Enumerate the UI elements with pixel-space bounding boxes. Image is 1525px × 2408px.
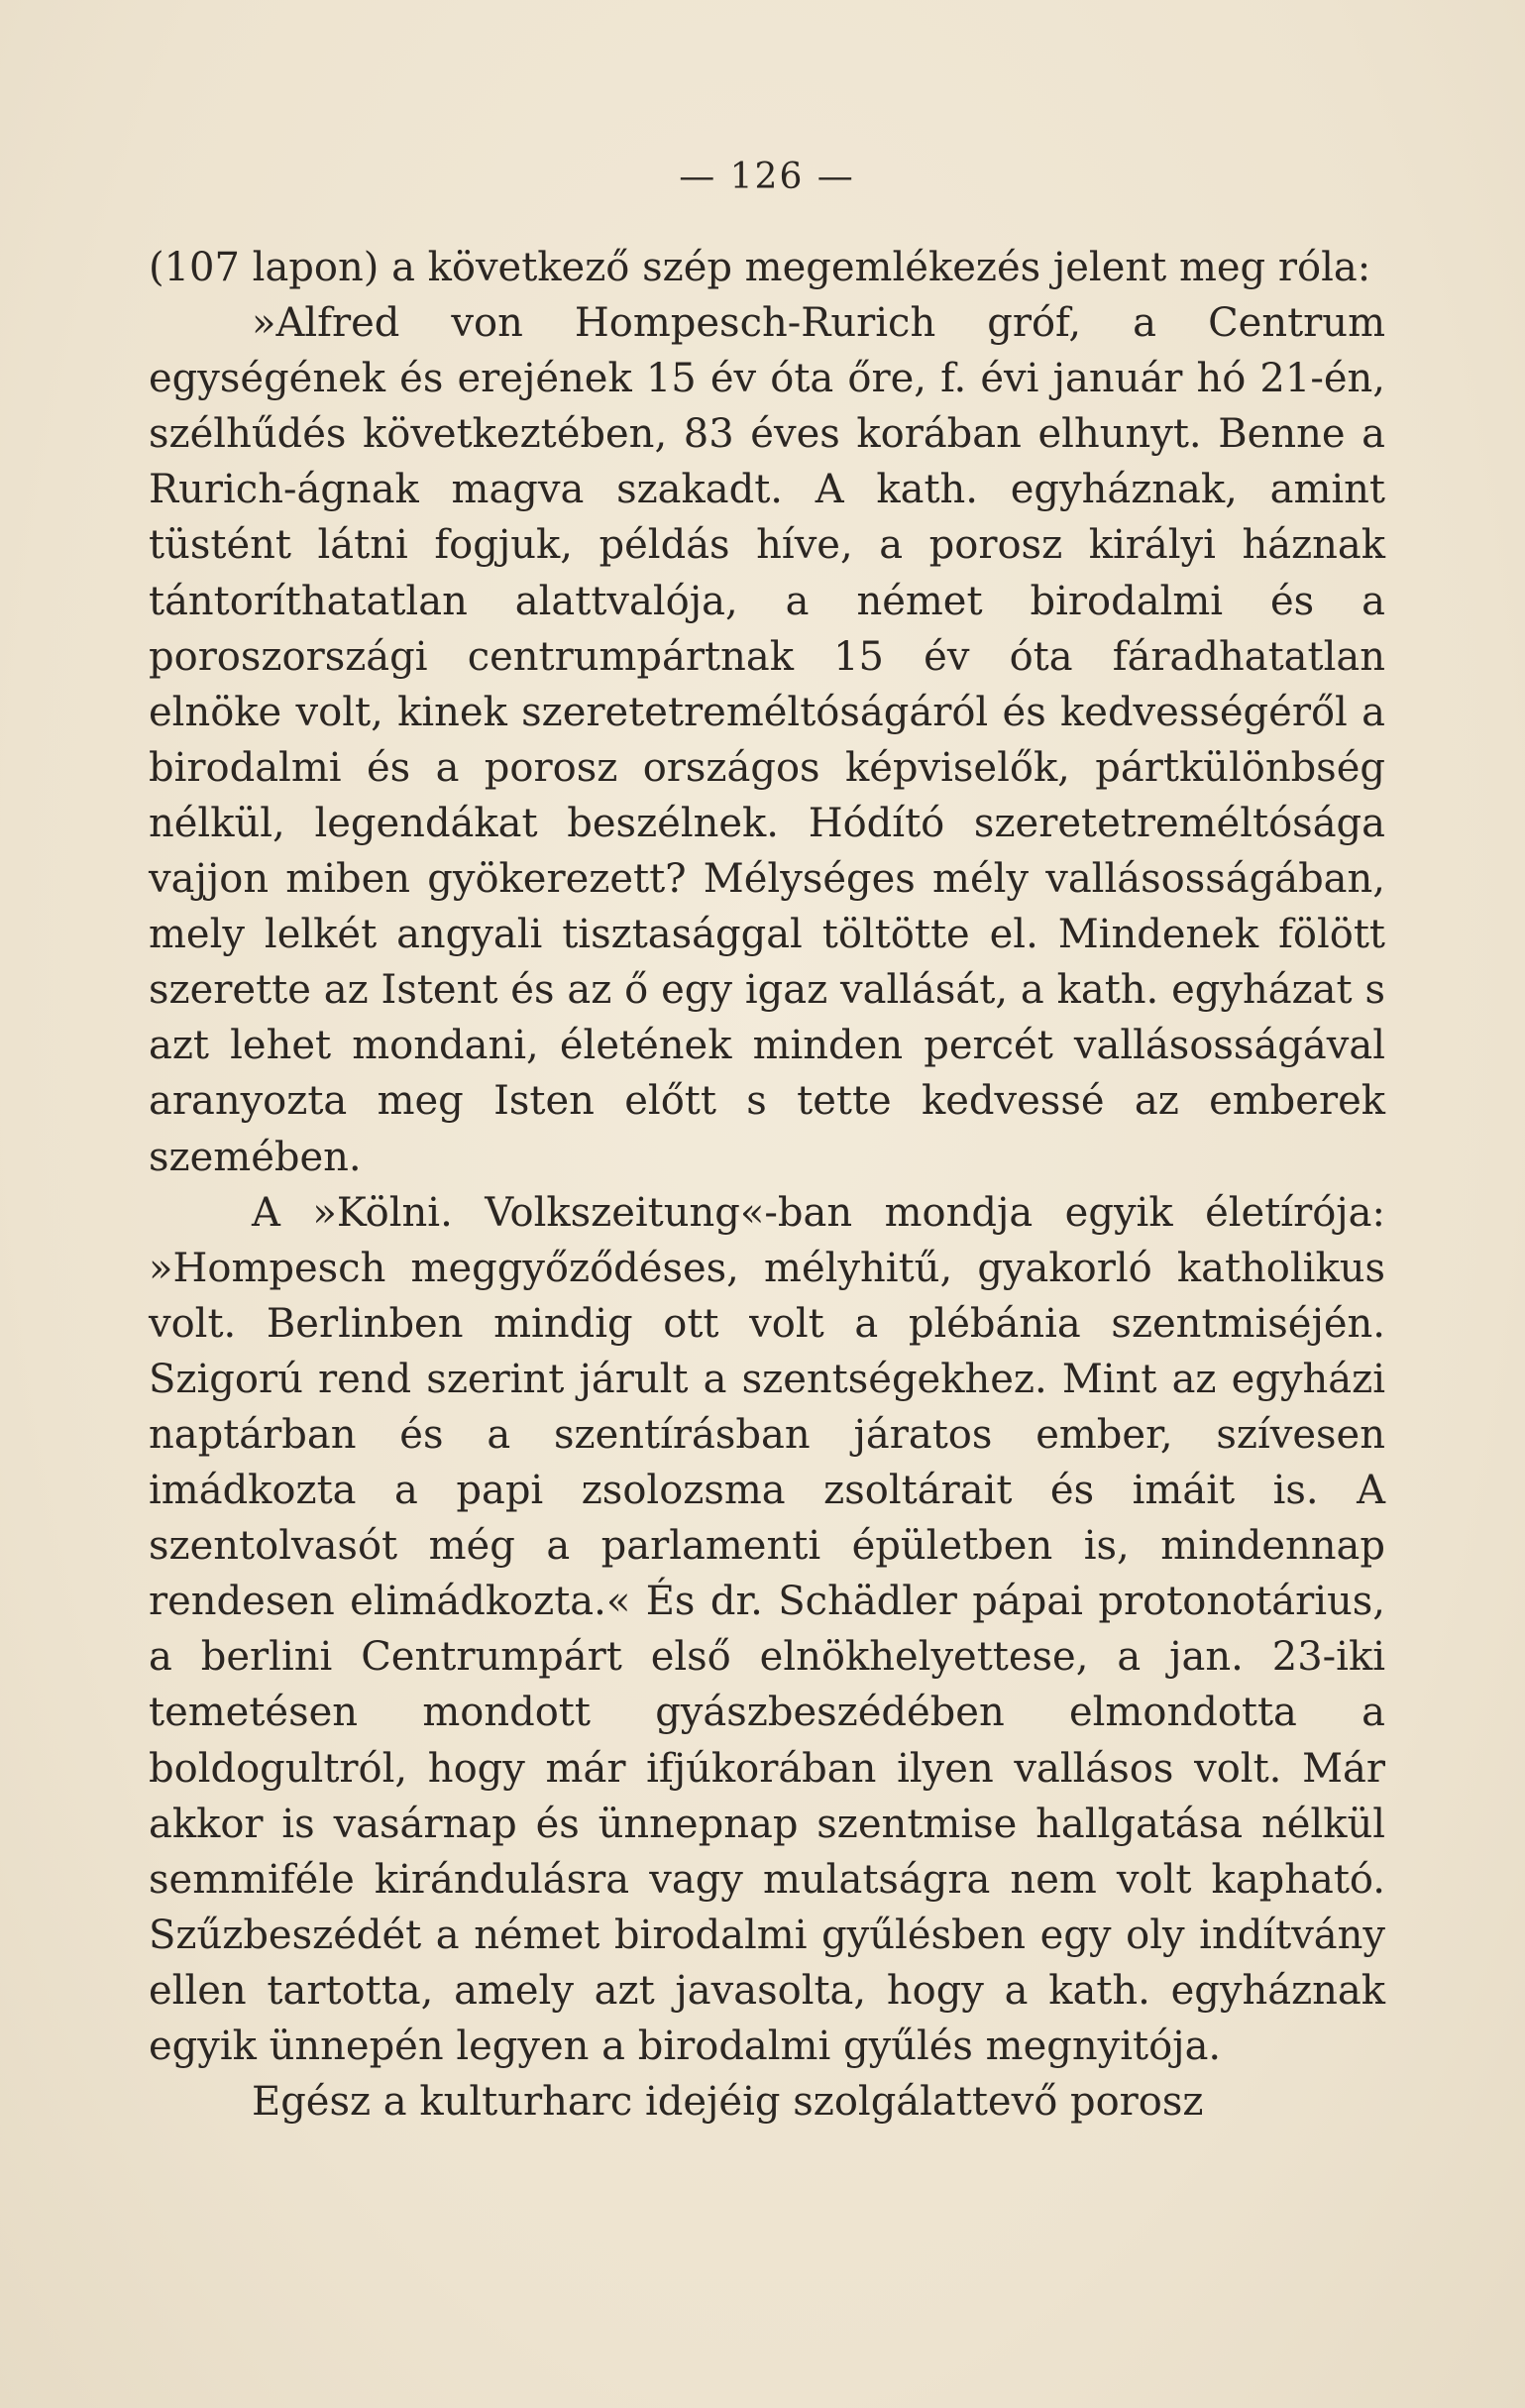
- book-page: [149, 129, 1385, 2368]
- page-number: — 126 —: [679, 157, 855, 197]
- paragraph-1: (107 lapon) a következő szép megemlékezés jelent meg róla:: [149, 245, 1371, 290]
- paragraph-2: »Alfred von Hompesch-Rurich gróf, a Centrum egységének és erejének 15 év óta őre, f. évi január hó 21-én, szélhűdés következtében, 83 éves korában elhunyt. Benne a Rurich-ágnak magva szakadt. A kath. egyháznak, amint tüstént látni fogjuk, példás híve, a porosz királyi háznak tántoríthatatlan alattvalója, a német birodalmi és a poroszországi centrumpártnak 15 év óta fáradhatatlan elnöke volt, kinek szeretetreméltóságáról és kedvességéről a birodalmi és a porosz országos képviselők, pártkülönbség nélkül, legendákat beszélnek. Hódító szeretetreméltósága vajjon miben gyökerezett? Mélységes mély vallásosságában, mely lelkét angyali tisztasággal töltötte el. Mindenek fölött szerette az Istent és az ő egy igaz vallását, a kath. egyházat s azt lehet mondani, életének minden percét vallásosságával aranyozta meg Isten előtt s tette kedvessé az emberek szemében.: [149, 300, 1385, 1180]
- paragraph-4: Egész a kulturharc idejéig szolgálattevő porosz: [252, 2079, 1204, 2126]
- body-text: [149, 240, 1385, 2130]
- paragraph-3: A »Kölni. Volkszeitung«-ban mondja egyik életírója: »Hompesch meggyőződéses, mélyhitű, gyakorló katholikus volt. Berlinben mindig ott volt a plébánia szentmiséjén. Szigorú rend szerint járult a szentségekhez. Mint az egyházi naptárban és a szentírásban járatos ember, szívesen imádkozta a papi zsolozsma zsoltárait és imáit is. A szentolvasót még a parlamenti épületben is, mindennap rendesen elimádkozta.« És dr. Schädler pápai protonotárius, a berlini Centrumpárt első elnökhelyettese, a jan. 23-iki temetésen mondott gyászbeszédében elmondotta a boldogultról, hogy már ifjúkorában ilyen vallásos volt. Már akkor is vasárnap és ünnepnap szentmise hallgatása nélkül semmiféle kirándulásra vagy mulatságra nem volt kapható. Szűzbeszédét a német birodalmi gyűlésben egy oly indítvány ellen tartotta, amely azt javasolta, hogy a kath. egyháznak egyik ünnepén legyen a birodalmi gyűlés megnyitója.: [149, 1189, 1385, 2069]
